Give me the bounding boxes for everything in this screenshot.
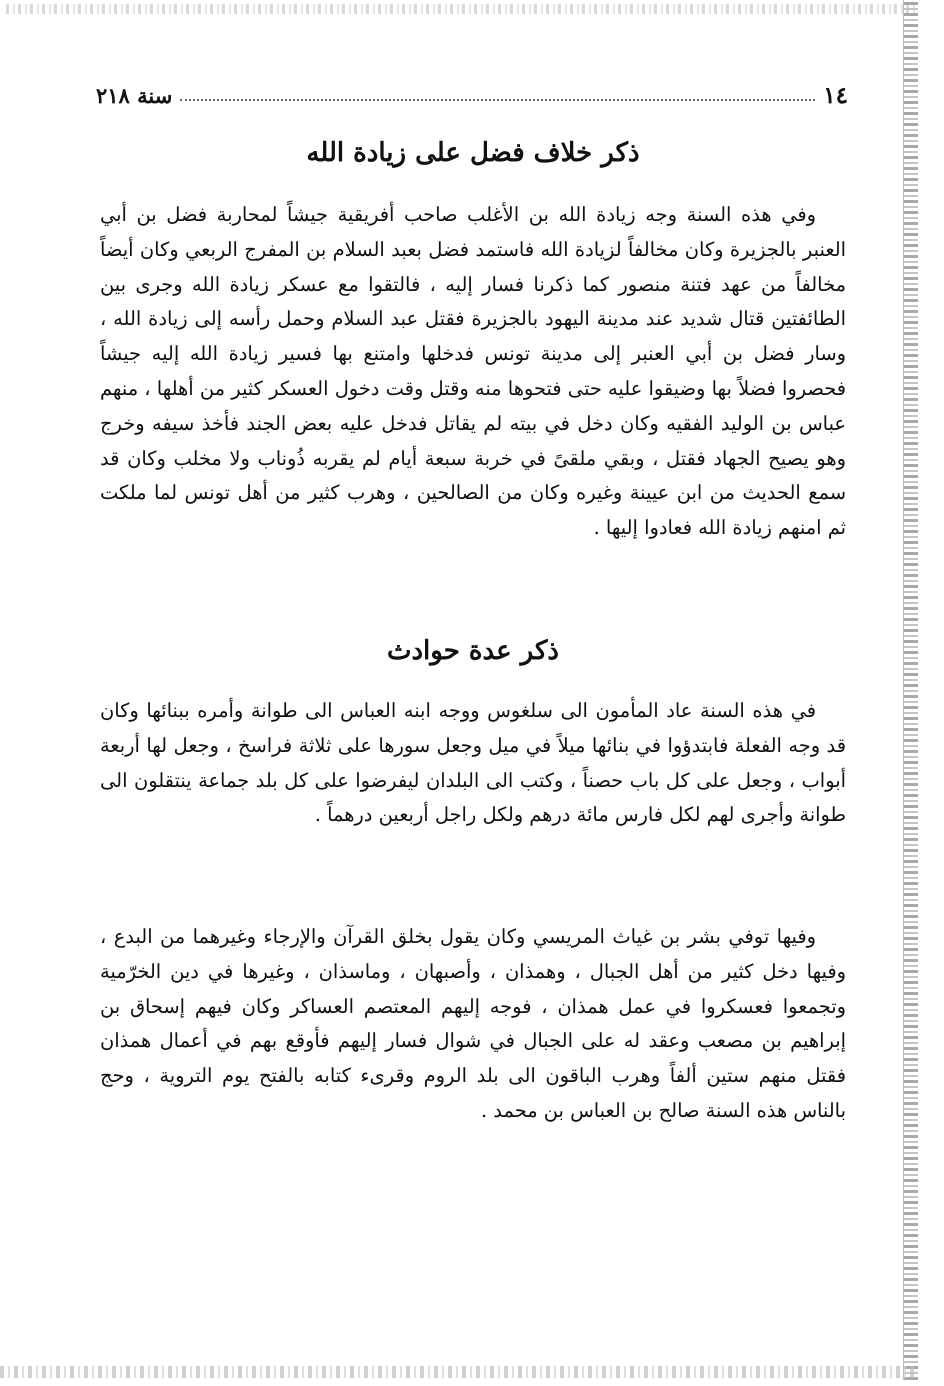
paragraph-tuwana: في هذه السنة عاد المأمون الى سلغوس ووجه ابنه العباس الى طوانة وأمره ببنائها وكان قد وجه الفعلة فابتدؤوا في بنائها ميلاً في ميل وجعل سورها على ثلاثة فراسخ ، وجعل لها أربعة أبواب ، وجعل على كل باب حصناً ، وكتب الى البلدان ليفرضوا على كل بلد جماعة ينتقلون الى طوانة وأجرى لهم لكل فارس مائة درهم ولكل راجل أربعين درهماً . — [100, 699, 846, 827]
section-title-dispute: ذكر خلاف فضل على زيادة الله — [306, 138, 640, 168]
section-title-events: ذكر عدة حوادث — [387, 636, 559, 666]
decorative-bottom-border — [0, 1366, 916, 1378]
paragraph-dispute: وفي هذه السنة وجه زيادة الله بن الأغلب صاحب أفريقية جيشاً لمحاربة فضل بن أبي العنبر بالجزيرة وكان مخالفاً لزيادة الله فاستمد فضل بعبد السلام بن المفرج الربعي وكان أيضاً مخالفاً من عهد فتنة منصور كما ذكرنا فسار إليه ، فالتقوا مع عسكر زيادة الله وجرى بين الطائفتين قتال شديد عند مدينة اليهود بالجزيرة فقتل عبد السلام وحمل رأسه إلى زيادة الله ، وسار فضل بن أبي العنبر إلى مدينة تونس فدخلها وامتنع بها فسير زيادة الله إليه جيشاً فحصروا فضلاً بها وضيقوا عليه حتى فتحوها منه وقتل وقت دخول العسكر كثير من أهلها ، منهم عباس بن الوليد الفقيه وكان دخل في بيته لم يقاتل فدخل عليه بعض الجند فأخذ سيفه وخرج وهو يصيح الجهاد فقتل ، وبقي ملقىً في خربة سبعة أيام لم يقربه ذُوناب ولا مخلب وكان قد سمع الحديث من ابن عيينة وغيره وكان من الصالحين ، وهرب كثير من أهل تونس لما ملكت ثم امنهم زيادة الله فعادوا إليها . — [100, 203, 846, 540]
page-number: ١٤ — [823, 81, 848, 109]
header-dotted-leader — [180, 99, 815, 101]
year-label: سنة ٢١٨ — [96, 82, 173, 108]
paragraph-khurramiyya: وفيها توفي بشر بن غياث المريسي وكان يقول بخلق القرآن والإرجاء وغيرهما من البدع ، وفيها دخل كثير من أهل الجبال ، وهمذان ، وأصبهان ، وماسذان ، وغيرها في دين الخرّمية وتجمعوا فعسكروا في عمل همذان ، فوجه إليهم المعتصم العساكر وكان فيهم إسحاق بن إبراهيم بن مصعب وعقد له على الجبال في شوال فسار إليهم فأوقع بهم في أعمال همذان فقتل منهم ستين ألفاً وهرب الباقون الى بلد الروم وقرىء كتابه بالفتح يوم التروية ، وحج بالناس هذه السنة صالح بن العباس بن محمد . — [100, 925, 846, 1122]
decorative-right-border — [903, 0, 918, 1380]
decorative-top-border — [6, 4, 918, 14]
running-header — [96, 80, 848, 110]
